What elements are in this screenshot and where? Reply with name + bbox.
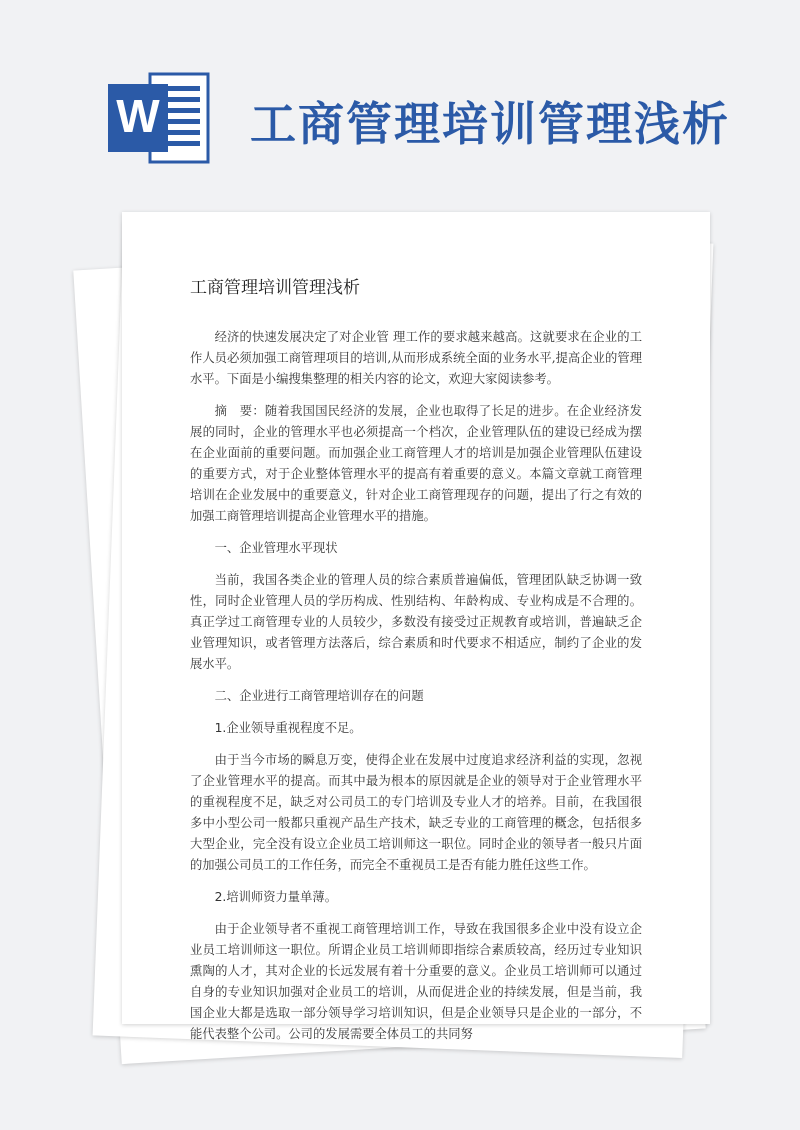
section-heading: 一、企业管理水平现状 [214, 541, 338, 555]
section-heading: 二、企业进行工商管理培训存在的问题 [214, 689, 424, 703]
numbered-subheading: 2.培训师资力量单薄。 [214, 890, 337, 904]
banner-title: 工商管理培训管理浅析 [250, 97, 730, 151]
word-document-icon [106, 66, 214, 170]
numbered-subheading: 1.企业领导重视程度不足。 [214, 721, 362, 735]
body-paragraph: 由于当今市场的瞬息万变，使得企业在发展中过度追求经济利益的实现，忽视了企业管理水平的提高。而其中最为根本的原因就是企业的领导对于企业管理水平的重视程度不足，缺乏对公司员工的专门培训及专业人才的培养。目前，在我国很多中小型公司一般都只重视产品生产技术，缺乏专业的工商管理的概念，包括很多大型企业，完全没有设立企业员工培训师这一职位。同时企业的领导者一般只片面的加强公司员工的工作任务，而完全不重视员工是否有能力胜任这些工作。 [190, 753, 642, 872]
document-title: 工商管理培训管理浅析 [190, 278, 360, 298]
banner [0, 0, 800, 200]
body-paragraph: 当前，我国各类企业的管理人员的综合素质普遍偏低，管理团队缺乏协调一致性，同时企业管理人员的学历构成、性别结构、年龄构成、专业构成是不合理的。真正学过工商管理专业的人员较少，多数没有接受过正规教育或培训，普遍缺乏企业管理知识，或者管理方法落后，综合素质和时代要求不相适应，制约了企业的发展水平。 [190, 573, 642, 671]
document-body [190, 278, 642, 1056]
body-paragraph: 摘 要：随着我国国民经济的发展，企业也取得了长足的进步。在企业经济发展的同时，企业的管理水平也必须提高一个档次，企业管理队伍的建设已经成为摆在企业面前的重要问题。而加强企业工商管理人才的培训是加强企业管理队伍建设的重要方式，对于企业整体管理水平的提高有着重要的意义。本篇文章就工商管理培训在企业发展中的重要意义，针对企业工商管理现存的问题，提出了行之有效的加强工商管理培训提高企业管理水平的措施。 [190, 404, 642, 523]
body-paragraph: 经济的快速发展决定了对企业管 理工作的要求越来越高。这就要求在企业的工作人员必须加强工商管理项目的培训,从而形成系统全面的业务水平,提高企业的管理水平。下面是小编搜集整理的相关内容的论文，欢迎大家阅读参考。 [190, 330, 642, 386]
body-paragraph: 由于企业领导者不重视工商管理培训工作，导致在我国很多企业中没有设立企业员工培训师这一职位。所谓企业员工培训师即指综合素质较高，经历过专业知识熏陶的人才，其对企业的长远发展有着十分重要的意义。企业员工培训师可以通过自身的专业知识加强对企业员工的培训，从而促进企业的持续发展，但是当前，我国企业大都是选取一部分领导学习培训知识，但是企业领导只是企业的一部分，不能代表整个公司。公司的发展需要全体员工的共同努 [190, 922, 642, 1041]
paragraph-list [190, 327, 642, 1045]
logo-letter: W [116, 90, 160, 142]
